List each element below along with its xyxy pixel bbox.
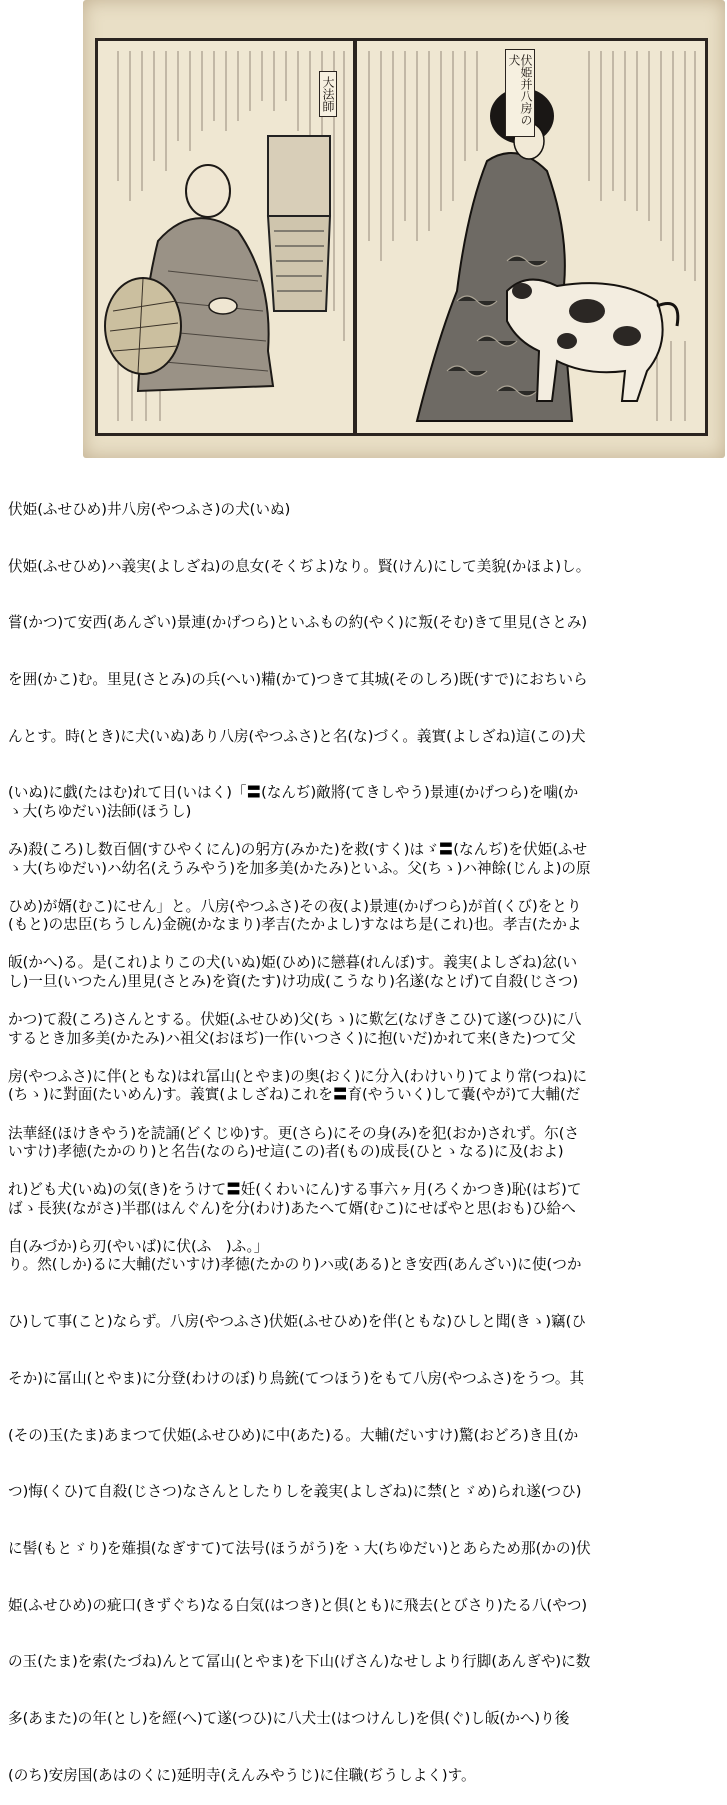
- text-line: (いぬ)に戯(たはむ)れて日(いはく)「〓(なんぢ)敵將(てきしやう)景連(かげつら)を噛(か: [8, 784, 579, 802]
- text-line: (のち)安房国(あはのくに)延明寺(えんみやうじ)に住職(ぢうしよく)す。: [8, 1766, 476, 1784]
- text-line: を囲(かこ)む。里見(さとみ)の兵(へい)糒(かて)つきて其城(そのしろ)既(すで)におちいら: [8, 670, 588, 688]
- text-line: そか)に冨山(とやま)に分登(わけのぼ)り鳥銃(てつほう)をもて八房(やつふさ)をうつ。其: [8, 1369, 585, 1387]
- text-line: 伏姫(ふせひめ)ハ義実(よしざね)の息女(そくぢよ)なり。賢(けん)にして美貌(かほよ)し。: [8, 557, 591, 575]
- illustration-panel-priest: [95, 38, 356, 436]
- text-line: 多(あまた)の年(とし)を經(へ)て遂(つひ)に八犬士(はつけんし)を倶(ぐ)し皈(かへ)り後: [8, 1710, 570, 1728]
- text-line: ゝ大(ちゆだい)ハ幼名(えうみやう)を加多美(かたみ)といふ。父(ちゝ)ハ神餘(じんよ)の原: [8, 859, 591, 877]
- section-heading: 伏姫(ふせひめ)井八房(やつふさ)の犬(いぬ): [8, 500, 291, 518]
- text-line: り。然(しか)るに大輔(だいすけ)孝徳(たかのり)ハ或(ある)とき安西(あんざい)に使(つか: [8, 1256, 582, 1274]
- section-heading: ゝ大(ちゆだい)法師(ほうし): [8, 802, 192, 820]
- text-line: 嘗(かつ)て安西(あんざい)景連(かげつら)といふもの約(やく)に叛(そむ)きて里見(さとみ): [8, 614, 588, 632]
- text-line: ひめ)が婿(むこ)にせん」と。八房(やつふさ)その夜(よ)景連(かげつら)が首(くび)をとり: [8, 897, 582, 915]
- text-line: の玉(たま)を索(たづね)んとて冨山(とやま)を下山(げさん)なせしより行脚(あんぎや)に数: [8, 1653, 591, 1671]
- text-line: んとす。時(とき)に犬(いぬ)あり八房(やつふさ)と名(な)づく。義實(よしざね)這(この)犬: [8, 727, 586, 745]
- text-line: 法華経(ほけきやう)を読誦(どくじゆ)す。更(さら)にその身(み)を犯(おか)されず。尓(さ: [8, 1124, 580, 1142]
- text-line: 皈(かへ)る。是(これ)よりこの犬(いぬ)姫(ひめ)に戀暮(れんぼ)す。義実(よしざね)忿(い: [8, 954, 578, 972]
- text-line: 姫(ふせひめ)の疵口(きずぐち)なる白気(はつき)と倶(とも)に飛去(とびさり)たる八(やつ): [8, 1596, 588, 1614]
- text-line: かつ)て殺(ころ)さんとする。伏姫(ふせひめ)父(ちゝ)に歎乞(なげきこひ)て遂(つひ)に八: [8, 1011, 582, 1029]
- text-line: (もと)の忠臣(ちうしん)金碗(かなまり)孝吉(たかよし)すなはち是(これ)也。孝吉(たかよ: [8, 916, 582, 934]
- text-line: 自(みづか)ら刃(やいば)に伏(ふ )ふ。」: [8, 1237, 269, 1255]
- illustration-panel-princess: [354, 38, 708, 436]
- text-line: し)一旦(いつたん)里見(さとみ)を資(たす)け功成(こうなり)名遂(なとげ)て自殺(じさつ): [8, 972, 579, 990]
- text-line: み)殺(ころ)し数百個(すひやくにん)の躬方(みかた)を救(すく)はゞ〓(なんぢ)を伏姫(ふせ: [8, 841, 588, 859]
- text-line: ひ)して事(こと)ならず。八房(やつふさ)伏姫(ふせひめ)を伴(ともな)ひしと聞(きゝ)竊(ひ: [8, 1313, 586, 1331]
- text-line: いすけ)孝徳(たかのり)と名告(なのら)せ這(この)者(もの)成長(ひとゝなる)に及(およ): [8, 1143, 564, 1161]
- text-line: するとき加多美(かたみ)ハ祖父(おほぢ)一作(いつさく)に抱(いだ)かれて来(きた)つて父: [8, 1029, 576, 1047]
- chudai-description: [8, 765, 722, 1805]
- princess-title-label: 伏姫并八房の犬: [505, 49, 535, 137]
- text-line: ばゝ長狭(ながさ)半郡(はんぐん)を分(わけ)あたへて婿(むこ)にせばやと思(おも)ひ給へ: [8, 1199, 576, 1217]
- text-line: 房(やつふさ)に伴(ともな)はれ冨山(とやま)の奥(おく)に分入(わけいり)てより常(つね)に: [8, 1067, 588, 1085]
- text-line: に髻(もとゞり)を薙損(なぎすて)て法号(ほうがう)をゝ大(ちゆだい)とあらため那(かの)伏: [8, 1539, 591, 1557]
- priest-figure-image: [98, 41, 353, 433]
- text-line: (ちゝ)に對面(たいめん)す。義實(よしざね)これを〓育(やういく)して嚢(やが)て大輔(だ: [8, 1086, 581, 1104]
- priest-title-label: 大法師: [319, 71, 337, 117]
- woodblock-illustration: [83, 0, 725, 458]
- text-line: つ)悔(くひ)て自殺(じさつ)なさんとしたりしを義実(よしざね)に禁(とゞめ)られ遂(つひ): [8, 1483, 582, 1501]
- text-line: れ)ども犬(いぬ)の気(き)をうけて〓妊(くわいにん)する事六ヶ月(ろくかつき)恥(はぢ)て: [8, 1181, 582, 1199]
- text-line: (その)玉(たま)あまつて伏姫(ふせひめ)に中(あた)る。大輔(だいすけ)驚(おどろ)き且(か: [8, 1426, 579, 1444]
